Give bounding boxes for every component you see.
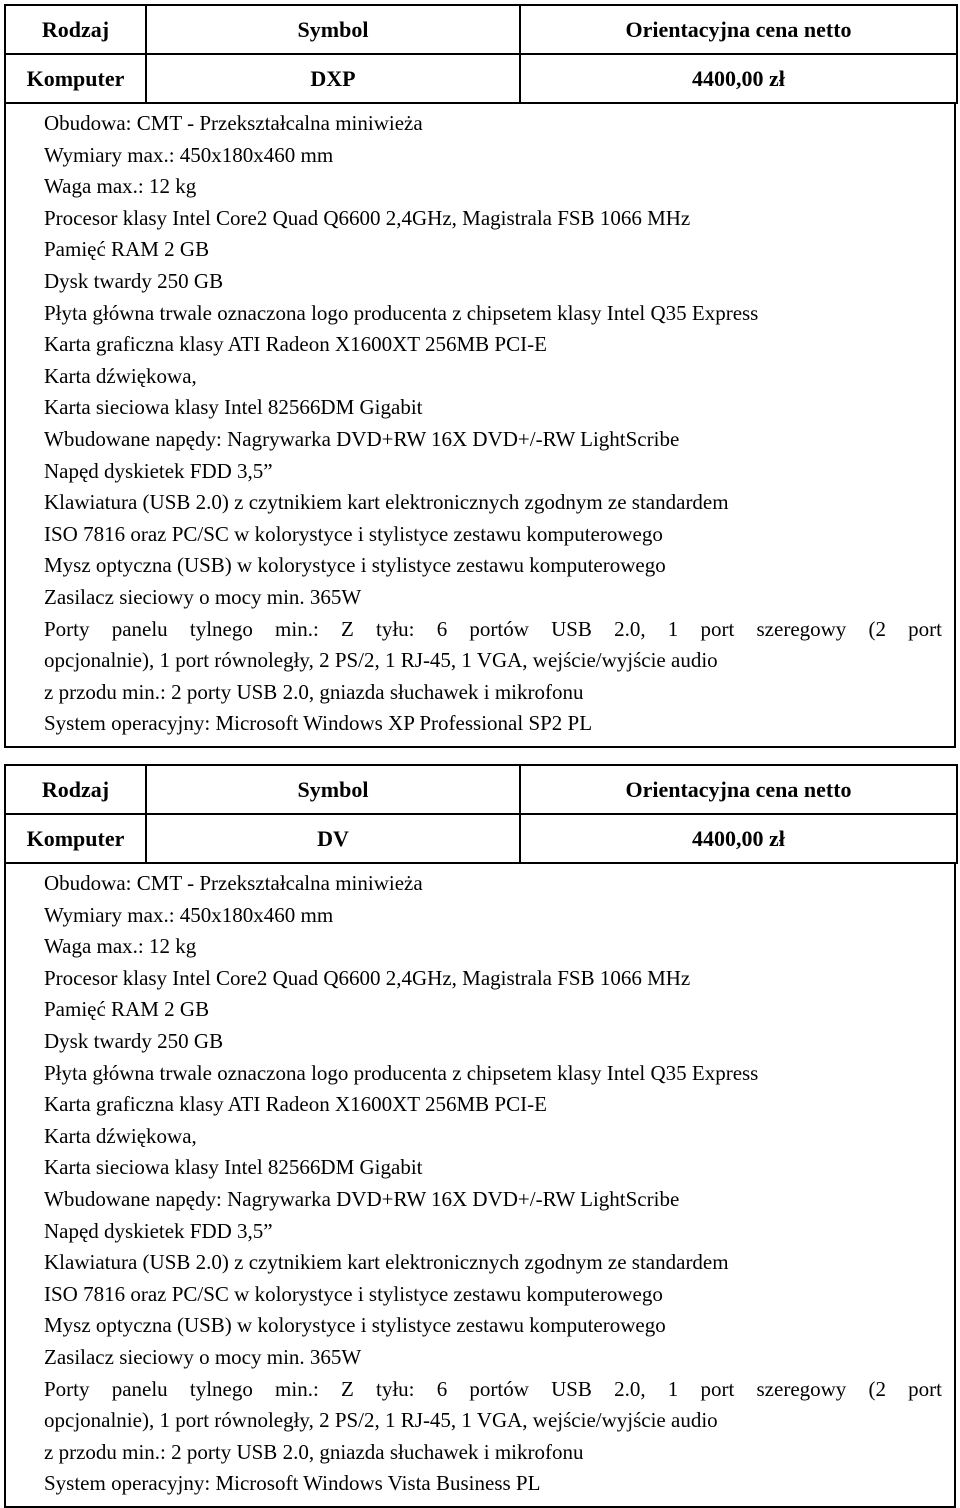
spec-line: Dysk twardy 250 GB (44, 1028, 224, 1053)
spec-line: Karta graficzna klasy ATI Radeon X1600XT 256MB PCI-E (44, 332, 547, 357)
spec-line: Napęd dyskietek FDD 3,5” (44, 1218, 273, 1243)
header-symbol: Symbol (146, 765, 520, 814)
spec-line: Karta dźwiękowa, (44, 363, 197, 388)
item-symbol: DV (146, 814, 520, 863)
spec-line: Porty panelu tylnego min.: Z tyłu: 6 portów USB 2.0, 1 port szeregowy (2 port (44, 1376, 942, 1401)
spec-line: Waga max.: 12 kg (44, 934, 197, 959)
spec-line: Wymiary max.: 450x180x460 mm (44, 902, 334, 927)
spec-line: Karta dźwiękowa, (44, 1123, 197, 1148)
product-block-dxp (4, 4, 956, 748)
spec-line: Wbudowane napędy: Nagrywarka DVD+RW 16X DVD+/-RW LightScribe (44, 426, 680, 451)
item-type: Komputer (5, 54, 146, 103)
product-block-dv (4, 764, 956, 1508)
spec-line: Wbudowane napędy: Nagrywarka DVD+RW 16X DVD+/-RW LightScribe (44, 1186, 680, 1211)
spec-line: opcjonalnie), 1 port równoległy, 2 PS/2, 1 RJ-45, 1 VGA, wejście/wyjście audio (44, 648, 718, 673)
spec-line: Klawiatura (USB 2.0) z czytnikiem kart elektronicznych zgodnym ze standardem (44, 1250, 729, 1275)
product-header-table (4, 4, 958, 104)
header-row (5, 765, 957, 814)
spec-line: opcjonalnie), 1 port równoległy, 2 PS/2, 1 RJ-45, 1 VGA, wejście/wyjście audio (44, 1408, 718, 1433)
header-row (5, 5, 957, 54)
header-price: Orientacyjna cena netto (520, 765, 957, 814)
spec-line: Napęd dyskietek FDD 3,5” (44, 458, 273, 483)
spec-line: Porty panelu tylnego min.: Z tyłu: 6 portów USB 2.0, 1 port szeregowy (2 port (44, 616, 942, 641)
spec-line: Mysz optyczna (USB) w kolorystyce i stylistyce zestawu komputerowego (44, 1313, 666, 1338)
spec-line: System operacyjny: Microsoft Windows XP Professional SP2 PL (44, 711, 593, 736)
item-row (5, 814, 957, 863)
spec-line: Płyta główna trwale oznaczona logo producenta z chipsetem klasy Intel Q35 Express (44, 300, 759, 325)
spec-line: Karta graficzna klasy ATI Radeon X1600XT 256MB PCI-E (44, 1092, 547, 1117)
item-row (5, 54, 957, 103)
spec-line: Obudowa: CMT - Przekształcalna miniwieża (44, 111, 423, 135)
spec-list (4, 104, 956, 748)
spec-line: Wymiary max.: 450x180x460 mm (44, 142, 334, 167)
spec-line: Pamięć RAM 2 GB (44, 997, 210, 1022)
spec-line: Procesor klasy Intel Core2 Quad Q6600 2,4GHz, Magistrala FSB 1066 MHz (44, 205, 691, 230)
spec-line: Dysk twardy 250 GB (44, 268, 224, 293)
spec-list (4, 864, 956, 1508)
spec-line: z przodu min.: 2 porty USB 2.0, gniazda słuchawek i mikrofonu (44, 679, 584, 704)
item-price: 4400,00 zł (520, 814, 957, 863)
header-price: Orientacyjna cena netto (520, 5, 957, 54)
spec-line: Procesor klasy Intel Core2 Quad Q6600 2,4GHz, Magistrala FSB 1066 MHz (44, 965, 691, 990)
spec-line: Płyta główna trwale oznaczona logo producenta z chipsetem klasy Intel Q35 Express (44, 1060, 759, 1085)
spec-line: Waga max.: 12 kg (44, 174, 197, 199)
item-symbol: DXP (146, 54, 520, 103)
spec-line: Zasilacz sieciowy o mocy min. 365W (44, 584, 362, 609)
spec-line: Klawiatura (USB 2.0) z czytnikiem kart elektronicznych zgodnym ze standardem (44, 490, 729, 515)
spec-line: Pamięć RAM 2 GB (44, 237, 210, 262)
spec-line: Karta sieciowa klasy Intel 82566DM Gigabit (44, 395, 423, 420)
spec-line: Mysz optyczna (USB) w kolorystyce i stylistyce zestawu komputerowego (44, 553, 666, 578)
header-type: Rodzaj (5, 5, 146, 54)
header-type: Rodzaj (5, 765, 146, 814)
item-price: 4400,00 zł (520, 54, 957, 103)
product-header-table (4, 764, 958, 864)
spec-line: Karta sieciowa klasy Intel 82566DM Gigabit (44, 1155, 423, 1180)
spec-line: System operacyjny: Microsoft Windows Vista Business PL (44, 1471, 541, 1496)
spec-line: z przodu min.: 2 porty USB 2.0, gniazda słuchawek i mikrofonu (44, 1439, 584, 1464)
spec-line: ISO 7816 oraz PC/SC w kolorystyce i stylistyce zestawu komputerowego (44, 521, 663, 546)
spec-line: Zasilacz sieciowy o mocy min. 365W (44, 1344, 362, 1369)
spec-line: ISO 7816 oraz PC/SC w kolorystyce i stylistyce zestawu komputerowego (44, 1281, 663, 1306)
header-symbol: Symbol (146, 5, 520, 54)
item-type: Komputer (5, 814, 146, 863)
spec-line: Obudowa: CMT - Przekształcalna miniwieża (44, 871, 423, 895)
